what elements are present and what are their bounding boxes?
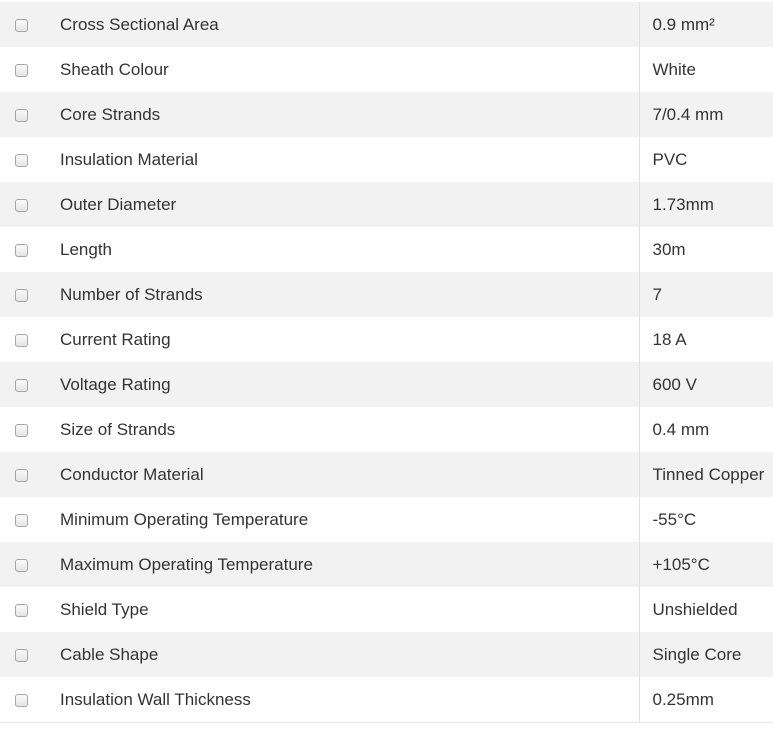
table-row (0, 227, 773, 272)
attribute-name: Core Strands (42, 92, 639, 137)
row-select-checkbox[interactable] (15, 649, 28, 662)
table-row (0, 182, 773, 227)
attribute-name: Length (60, 239, 112, 259)
attribute-value: White (639, 47, 773, 92)
row-select-checkbox[interactable] (15, 154, 28, 167)
row-select-checkbox[interactable] (15, 424, 28, 437)
row-select-checkbox[interactable] (15, 559, 28, 572)
attribute-name: Cross Sectional Area (42, 2, 639, 47)
attribute-value: 1.73mm (639, 182, 773, 227)
table-row (0, 497, 773, 542)
checkbox-cell (0, 227, 42, 272)
specifications-table (0, 2, 773, 723)
attribute-value: -55°C (639, 497, 773, 542)
row-select-checkbox[interactable] (15, 379, 28, 392)
attribute-name: Minimum Operating Temperature (60, 509, 309, 529)
table-row (0, 542, 773, 587)
row-select-checkbox[interactable] (15, 199, 28, 212)
attribute-value: 7/0.4 mm (639, 92, 773, 137)
checkbox-cell (0, 2, 42, 47)
attribute-name: Size of Strands (60, 419, 176, 439)
attribute-value: Tinned Copper (639, 452, 773, 497)
checkbox-cell (0, 452, 42, 497)
checkbox-cell (0, 317, 42, 362)
table-row (0, 452, 773, 497)
table-row (0, 2, 773, 47)
checkbox-cell (0, 362, 42, 407)
checkbox-cell (0, 497, 42, 542)
row-select-checkbox[interactable] (15, 289, 28, 302)
attribute-value: 0.4 mm (639, 407, 773, 452)
checkbox-cell (0, 407, 42, 452)
checkbox-cell (0, 632, 42, 677)
attribute-name: Insulation Material (60, 149, 198, 169)
row-select-checkbox[interactable] (15, 64, 28, 77)
table-row (0, 92, 773, 137)
row-select-checkbox[interactable] (15, 109, 28, 122)
row-select-checkbox[interactable] (15, 469, 28, 482)
checkbox-cell (0, 677, 42, 723)
attribute-value: PVC (639, 137, 773, 182)
table-row (0, 587, 773, 632)
checkbox-cell (0, 272, 42, 317)
attribute-name: Current Rating (60, 329, 171, 349)
attribute-name: Outer Diameter (42, 182, 639, 227)
checkbox-cell (0, 92, 42, 137)
table-row (0, 362, 773, 407)
attribute-name: Cable Shape (42, 632, 639, 677)
row-select-checkbox[interactable] (15, 694, 28, 707)
checkbox-cell (0, 587, 42, 632)
checkbox-cell (0, 137, 42, 182)
attribute-name: Conductor Material (42, 452, 639, 497)
attribute-value: Unshielded (639, 587, 773, 632)
table-row (0, 317, 773, 362)
row-select-checkbox[interactable] (15, 604, 28, 617)
attribute-name: Number of Strands (42, 272, 639, 317)
attribute-name: Maximum Operating Temperature (42, 542, 639, 587)
row-select-checkbox[interactable] (15, 334, 28, 347)
attribute-name: Sheath Colour (60, 59, 169, 79)
table-row (0, 407, 773, 452)
attribute-value: 7 (639, 272, 773, 317)
attribute-name: Voltage Rating (42, 362, 639, 407)
table-row (0, 677, 773, 723)
table-row (0, 137, 773, 182)
attribute-value: Single Core (639, 632, 773, 677)
attribute-value: 600 V (639, 362, 773, 407)
checkbox-cell (0, 182, 42, 227)
row-select-checkbox[interactable] (15, 244, 28, 257)
attribute-name: Insulation Wall Thickness (42, 677, 639, 723)
attribute-value: +105°C (639, 542, 773, 587)
attribute-value: 18 A (639, 317, 773, 362)
row-select-checkbox[interactable] (15, 19, 28, 32)
table-row (0, 632, 773, 677)
attribute-value: 30m (639, 227, 773, 272)
specifications-table-body (0, 2, 773, 723)
checkbox-cell (0, 542, 42, 587)
checkbox-cell (0, 47, 42, 92)
attribute-name: Shield Type (60, 599, 149, 619)
attribute-value: 0.25mm (639, 677, 773, 723)
row-select-checkbox[interactable] (15, 514, 28, 527)
attribute-value: 0.9 mm² (639, 2, 773, 47)
table-row (0, 47, 773, 92)
table-row (0, 272, 773, 317)
